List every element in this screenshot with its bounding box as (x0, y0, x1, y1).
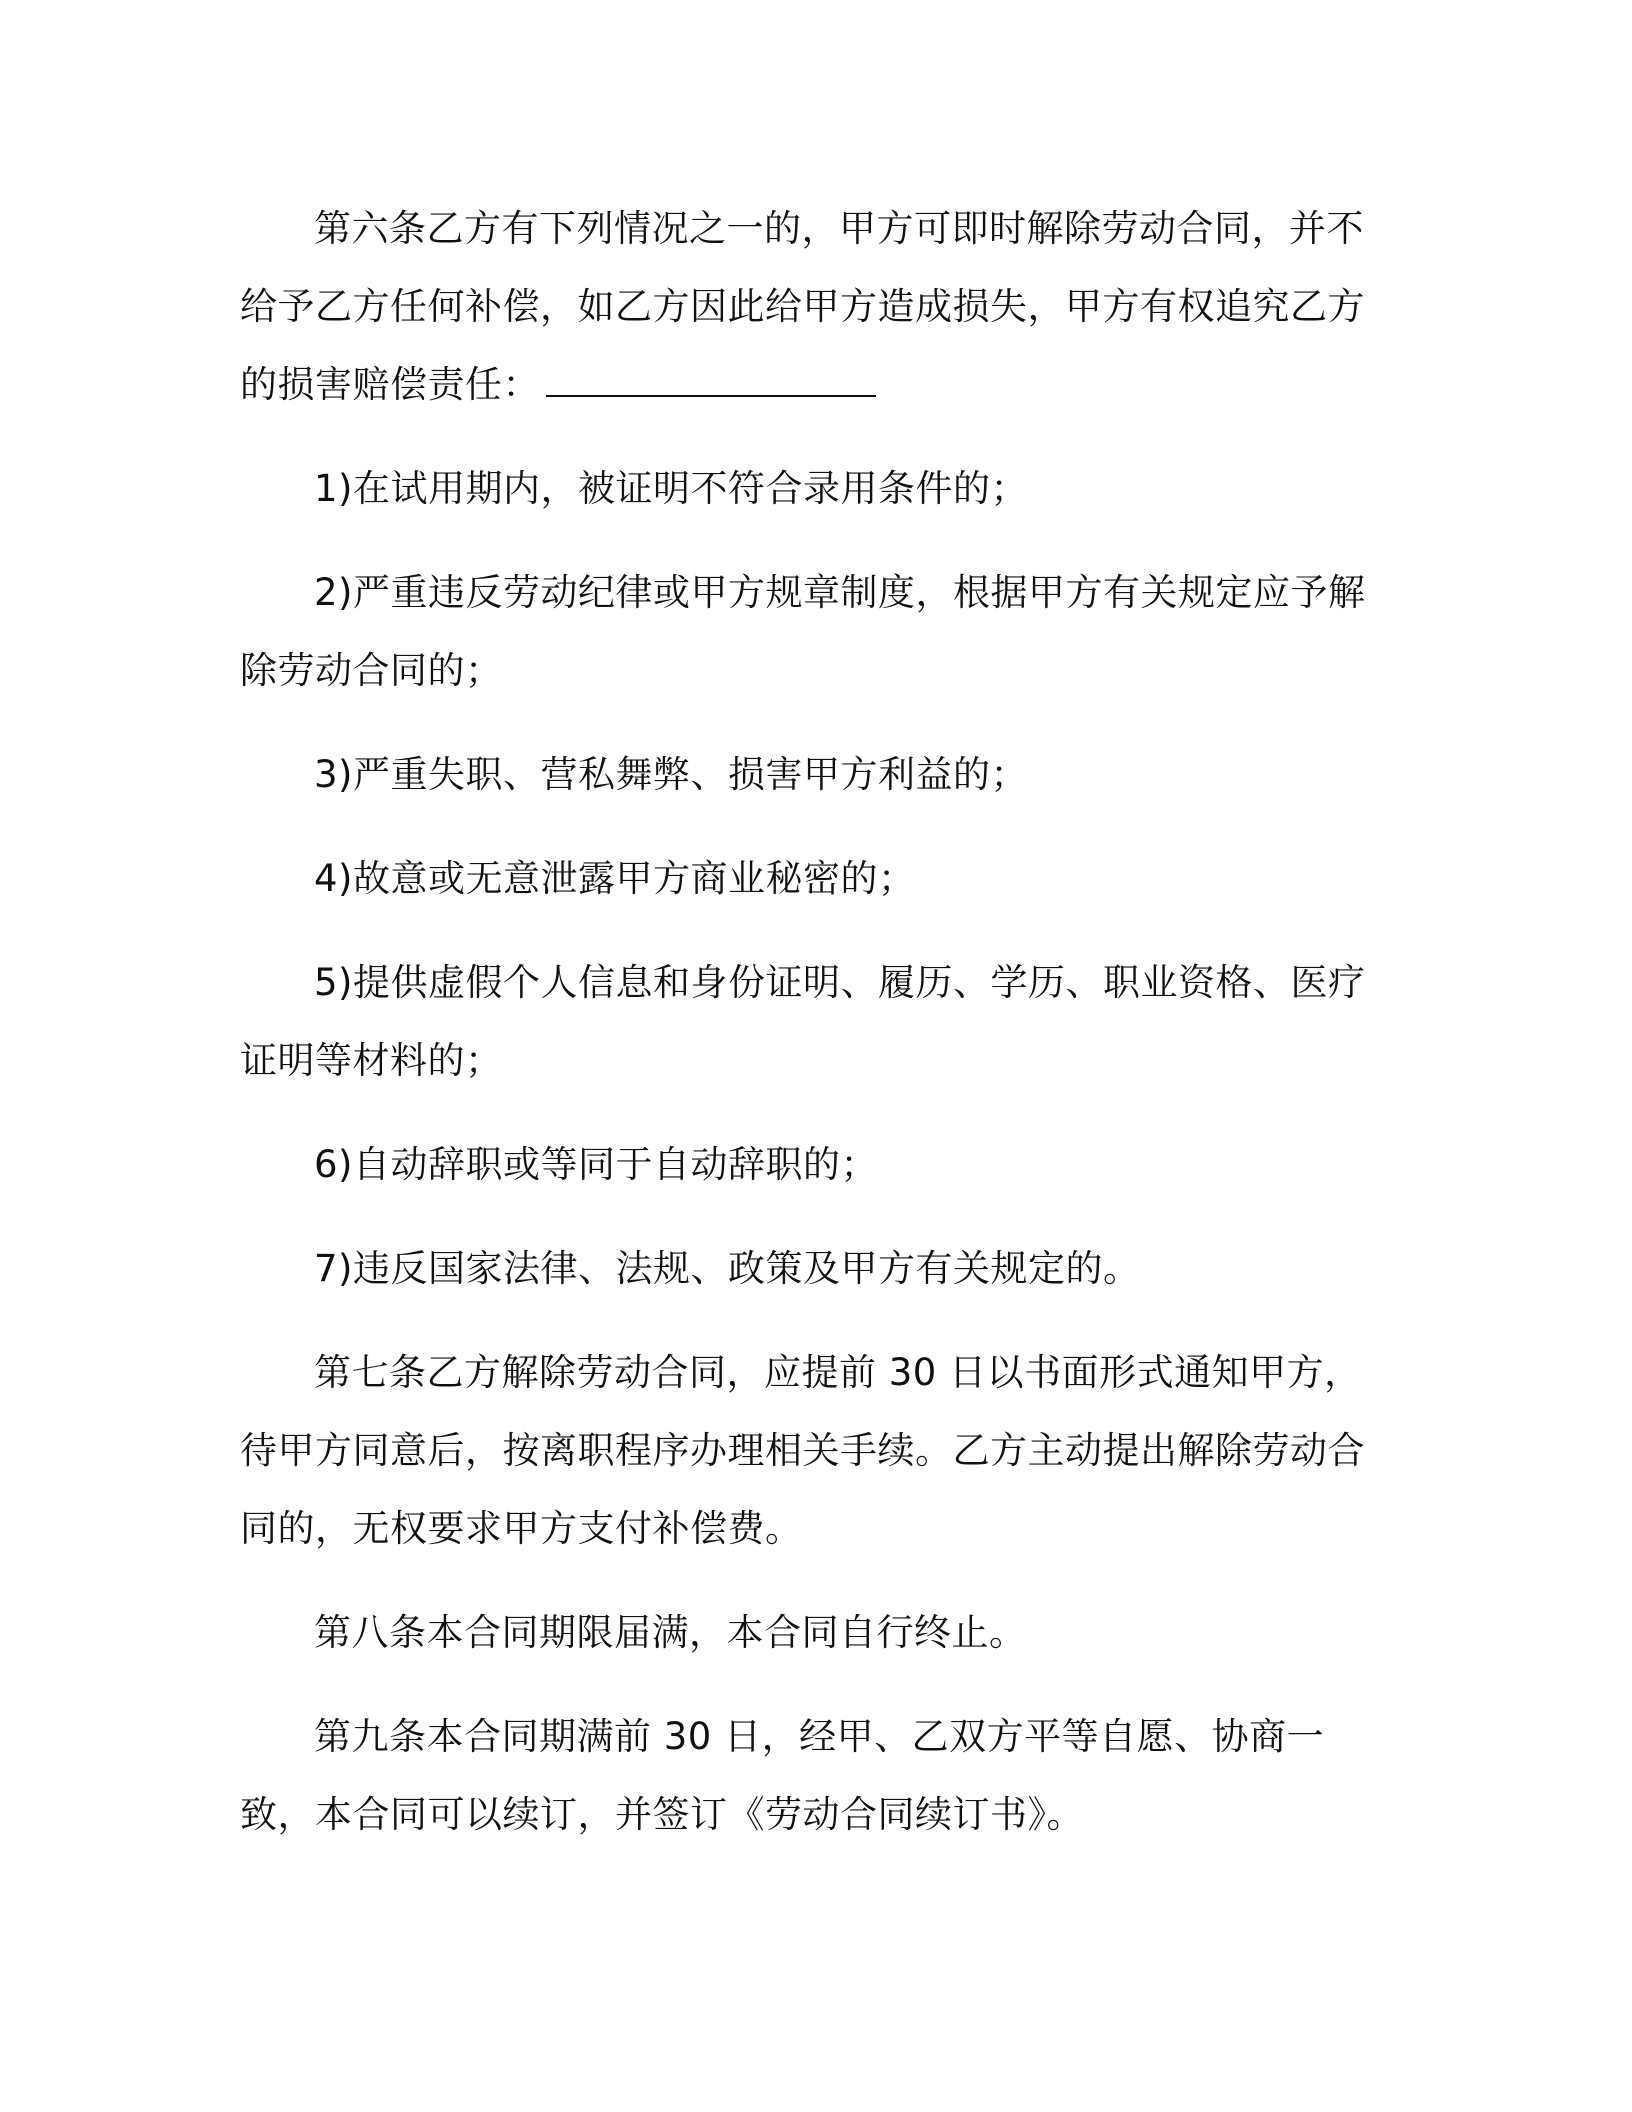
article-8-paragraph: 第八条本合同期限届满，本合同自行终止。 (314, 1611, 1027, 1654)
article-6-item-4: 4)故意或无意泄露甲方商业秘密的； (314, 857, 916, 900)
article-7-paragraph: 第七条乙方解除劳动合同，应提前 30 日以书面形式通知甲方，待甲方同意后，按离职程序办理相关手续。乙方主动提出解除劳动合同的，无权要求甲方支付补偿费。 (240, 1351, 1365, 1550)
article-6-item-2: 2)严重违反劳动纪律或甲方规章制度，根据甲方有关规定应予解除劳动合同的； (240, 571, 1366, 692)
article-6-item-1: 1)在试用期内，被证明不符合录用条件的； (314, 467, 1028, 510)
article-9-paragraph: 第九条本合同期满前 30 日，经甲、乙双方平等自愿、协商一致，本合同可以续订，并签订《劳动合同续订书》。 (240, 1715, 1325, 1836)
article-6-paragraph (240, 190, 1380, 424)
article-6-item-7: 7)违反国家法律、法规、政策及甲方有关规定的。 (314, 1247, 1141, 1290)
fill-in-blank[interactable] (546, 365, 876, 397)
article-6-item-3: 3)严重失职、营私舞弊、损害甲方利益的； (314, 753, 1028, 796)
article-6-text: 第六条乙方有下列情况之一的，甲方可即时解除劳动合同，并不给予乙方任何补偿，如乙方因此给甲方造成损失，甲方有权追究乙方的损害赔偿责任： (240, 207, 1365, 406)
article-6-item-6: 6)自动辞职或等同于自动辞职的； (314, 1143, 878, 1186)
document-page (240, 190, 1380, 1880)
article-6-item-5: 5)提供虚假个人信息和身份证明、履历、学历、职业资格、医疗证明等材料的； (240, 961, 1366, 1082)
